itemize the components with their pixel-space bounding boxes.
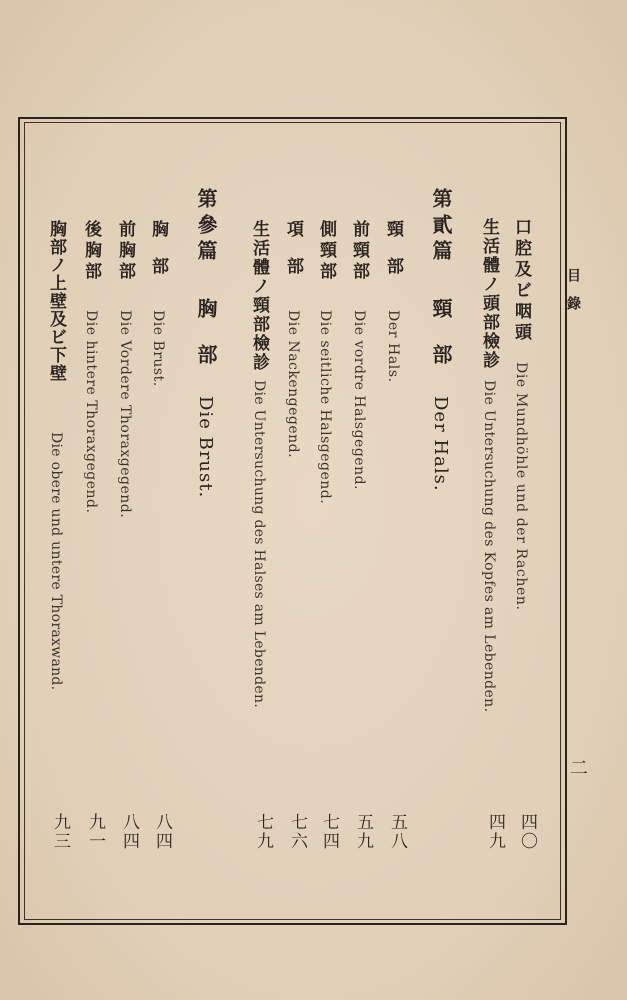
- entry-jp: 胸部ノ上壁及ビ下壁: [46, 220, 66, 382]
- entry-de: Die hintere Thoraxgegend.: [83, 310, 99, 514]
- section-title-de: Die Brust.: [195, 396, 216, 499]
- entry-jp: 側頸部: [316, 220, 336, 283]
- entry-page: 七六: [287, 813, 307, 851]
- entry-jp: 後胸部: [81, 220, 101, 283]
- section-heading: 第貳篇: [429, 188, 453, 266]
- entry-de: Die Mundhöhle und der Rachen.: [513, 362, 529, 611]
- section-title-jp: 頸部: [429, 298, 453, 390]
- entry-de: Die obere und untere Thoraxwand.: [48, 432, 64, 691]
- entry-jp: 項部: [283, 220, 303, 294]
- entry-de: Die Untersuchung des Halses am Lebenden.: [251, 380, 267, 709]
- entry-jp: 口腔及ビ咽頭: [511, 218, 531, 344]
- entry-page: 五八: [387, 813, 407, 851]
- entry-page: 七四: [319, 813, 339, 851]
- entry-page: 八四: [152, 813, 172, 851]
- section-title-jp: 胸部: [194, 298, 218, 390]
- entry-page: 四九: [485, 813, 505, 851]
- entry-de: Die Untersuchung des Kopfes am Lebenden.: [481, 380, 497, 713]
- entry-page: 四〇: [517, 813, 537, 851]
- section-heading: 第參篇: [194, 188, 218, 266]
- entry-jp: 胸部: [148, 220, 168, 294]
- entry-de: Der Hals.: [385, 310, 401, 383]
- entry-de: Die seitliche Halsgegend.: [317, 310, 333, 505]
- entry-jp: 頸部: [383, 220, 403, 294]
- running-header: 目錄: [565, 268, 581, 324]
- entry-de: Die vordre Halsgegend.: [351, 310, 367, 490]
- entry-de: Die Brust.: [150, 310, 166, 387]
- entry-page: 五九: [353, 813, 373, 851]
- entry-page: 七九: [253, 813, 273, 851]
- entry-page: 八四: [119, 813, 139, 851]
- entry-page: 九一: [85, 813, 105, 851]
- entry-de: Die Nackengegend.: [285, 310, 301, 459]
- entry-jp: 前胸部: [115, 220, 135, 283]
- entry-jp: 生活體ノ頭部檢診: [479, 218, 499, 370]
- entry-de: Die Vordere Thoraxgegend.: [117, 310, 133, 519]
- entry-jp: 前頸部: [349, 220, 369, 283]
- entry-jp: 生活體ノ頸部檢診: [249, 220, 269, 372]
- page-number: 二: [567, 758, 588, 776]
- entry-page: 九三: [50, 813, 70, 851]
- section-title-de: Der Hals.: [430, 396, 451, 492]
